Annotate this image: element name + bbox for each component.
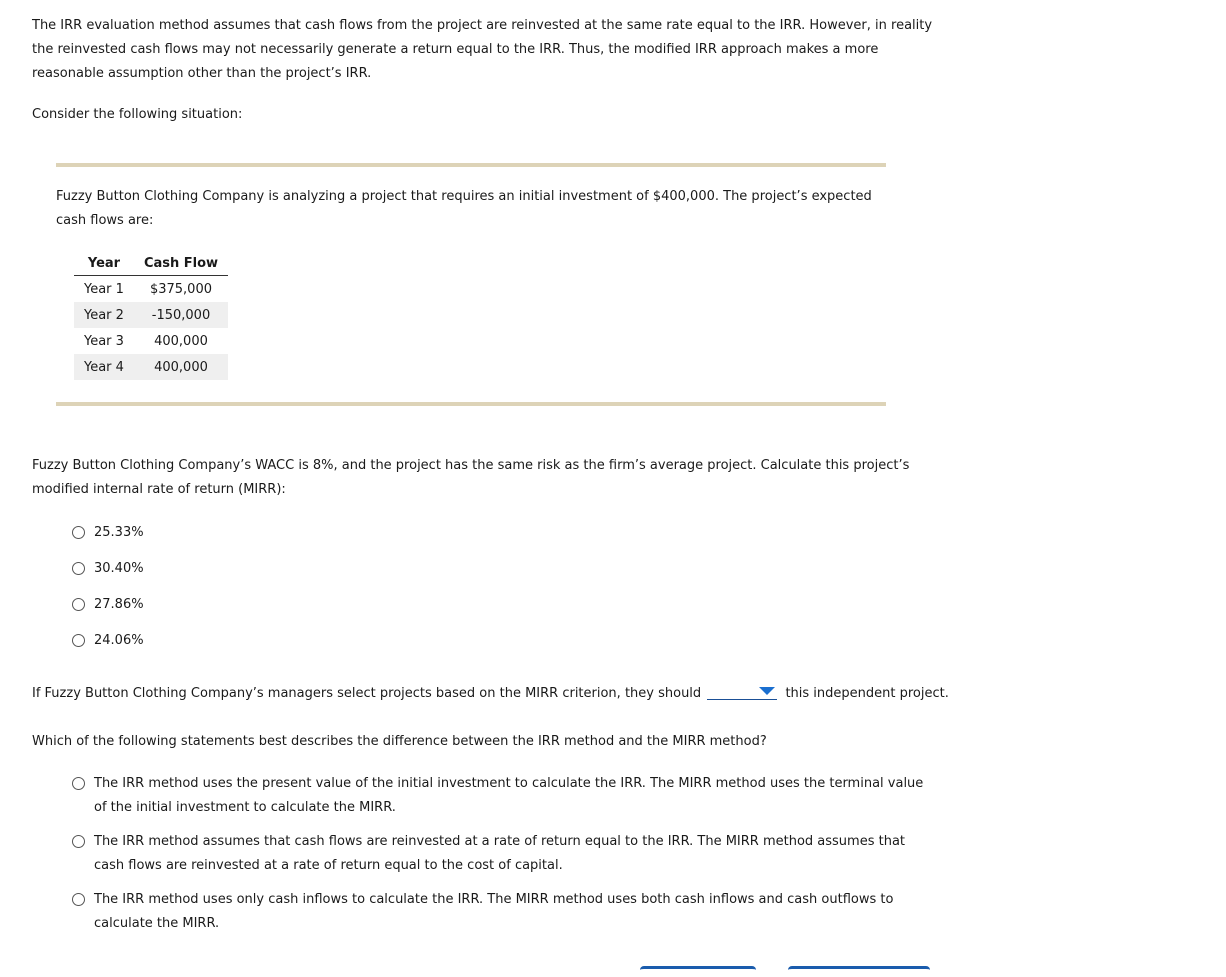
- table-row: [74, 354, 228, 380]
- mirr-option[interactable]: [72, 556, 144, 580]
- table-cell-year: Year 2: [74, 302, 134, 328]
- mirr-question: Fuzzy Button Clothing Company’s WACC is 8%, and the project has the same risk as the firm’s average project. Calculate this project’s modified internal rate of return (MIRR):: [32, 458, 910, 497]
- table-header-year: Year: [74, 251, 134, 276]
- box-top-rule: [56, 163, 886, 167]
- table-row: [74, 276, 228, 303]
- table-cell-cash-flow: 400,000: [154, 333, 208, 349]
- comparison-option-label: The IRR method uses the present value of the initial investment to calculate the IRR. The MIRR method uses the terminal value of the initial investment to calculate the MIRR.: [94, 776, 924, 815]
- grade-button-partial[interactable]: [640, 966, 756, 977]
- box-bottom-rule: [56, 402, 886, 406]
- intro-paragraph: The IRR evaluation method assumes that cash flows from the project are reinvested at the same rate equal to the IRR. However, in reality the reinvested cash flows may not necessarily generate a return equal to the IRR. Thus, the modified IRR approach makes a more reasonable assumption other than the project’s IRR.: [32, 18, 933, 81]
- comparison-option[interactable]: [72, 772, 932, 820]
- problem-page: [32, 14, 952, 931]
- decision-text-before: If Fuzzy Button Clothing Company’s managers select projects based on the MIRR criterion, they should: [32, 686, 702, 701]
- table-cell-cash-flow: 400,000: [134, 354, 228, 380]
- radio-button[interactable]: [72, 562, 85, 575]
- radio-button[interactable]: [72, 634, 85, 647]
- radio-button[interactable]: [72, 893, 85, 906]
- mirr-option-label: 24.06%: [94, 632, 144, 648]
- table-row: [74, 302, 228, 328]
- mirr-option-label: 27.86%: [94, 596, 144, 612]
- comparison-option[interactable]: [72, 888, 932, 936]
- mirr-option[interactable]: [72, 592, 144, 616]
- table-cell-year: Year 1: [84, 281, 124, 297]
- table-row: [74, 328, 228, 354]
- mirr-option[interactable]: [72, 520, 144, 544]
- radio-button[interactable]: [72, 777, 85, 790]
- save-button-partial[interactable]: [788, 966, 930, 977]
- scenario-paragraph: Fuzzy Button Clothing Company is analyzing a project that requires an initial investment of $400,000. The project’s expected cash flows are:: [56, 189, 872, 228]
- table-cell-cash-flow: $375,000: [149, 281, 212, 297]
- chevron-down-icon[interactable]: [759, 687, 775, 695]
- comparison-question: Which of the following statements best describes the difference between the IRR method and the MIRR method?: [32, 734, 767, 749]
- comparison-option-label: The IRR method uses only cash inflows to calculate the IRR. The MIRR method uses both cash inflows and cash outflows to calculate the MIRR.: [94, 892, 894, 931]
- consider-text: Consider the following situation:: [32, 107, 243, 122]
- table-cell-cash-flow: -150,000: [134, 302, 228, 328]
- decision-text-after: this independent project.: [785, 686, 949, 701]
- accept-reject-dropdown[interactable]: [707, 681, 777, 700]
- decision-sentence: [32, 682, 949, 706]
- mirr-option-label: 25.33%: [94, 524, 144, 540]
- radio-button[interactable]: [72, 526, 85, 539]
- table-cell-year: Year 4: [74, 354, 134, 380]
- comparison-option[interactable]: [72, 830, 932, 878]
- radio-button[interactable]: [72, 598, 85, 611]
- comparison-option-label: The IRR method assumes that cash flows are reinvested at a rate of return equal to the IRR. The MIRR method assumes that cash flows are reinvested at a rate of return equal to the cost of capital.: [94, 834, 906, 873]
- table-cell-year: Year 3: [84, 333, 124, 349]
- comparison-options: [72, 772, 932, 946]
- radio-button[interactable]: [72, 835, 85, 848]
- mirr-option-label: 30.40%: [94, 560, 144, 576]
- cash-flow-table: [74, 251, 228, 380]
- mirr-options: [72, 520, 144, 664]
- table-header-cash-flow: Cash Flow: [134, 251, 228, 276]
- mirr-option[interactable]: [72, 628, 144, 652]
